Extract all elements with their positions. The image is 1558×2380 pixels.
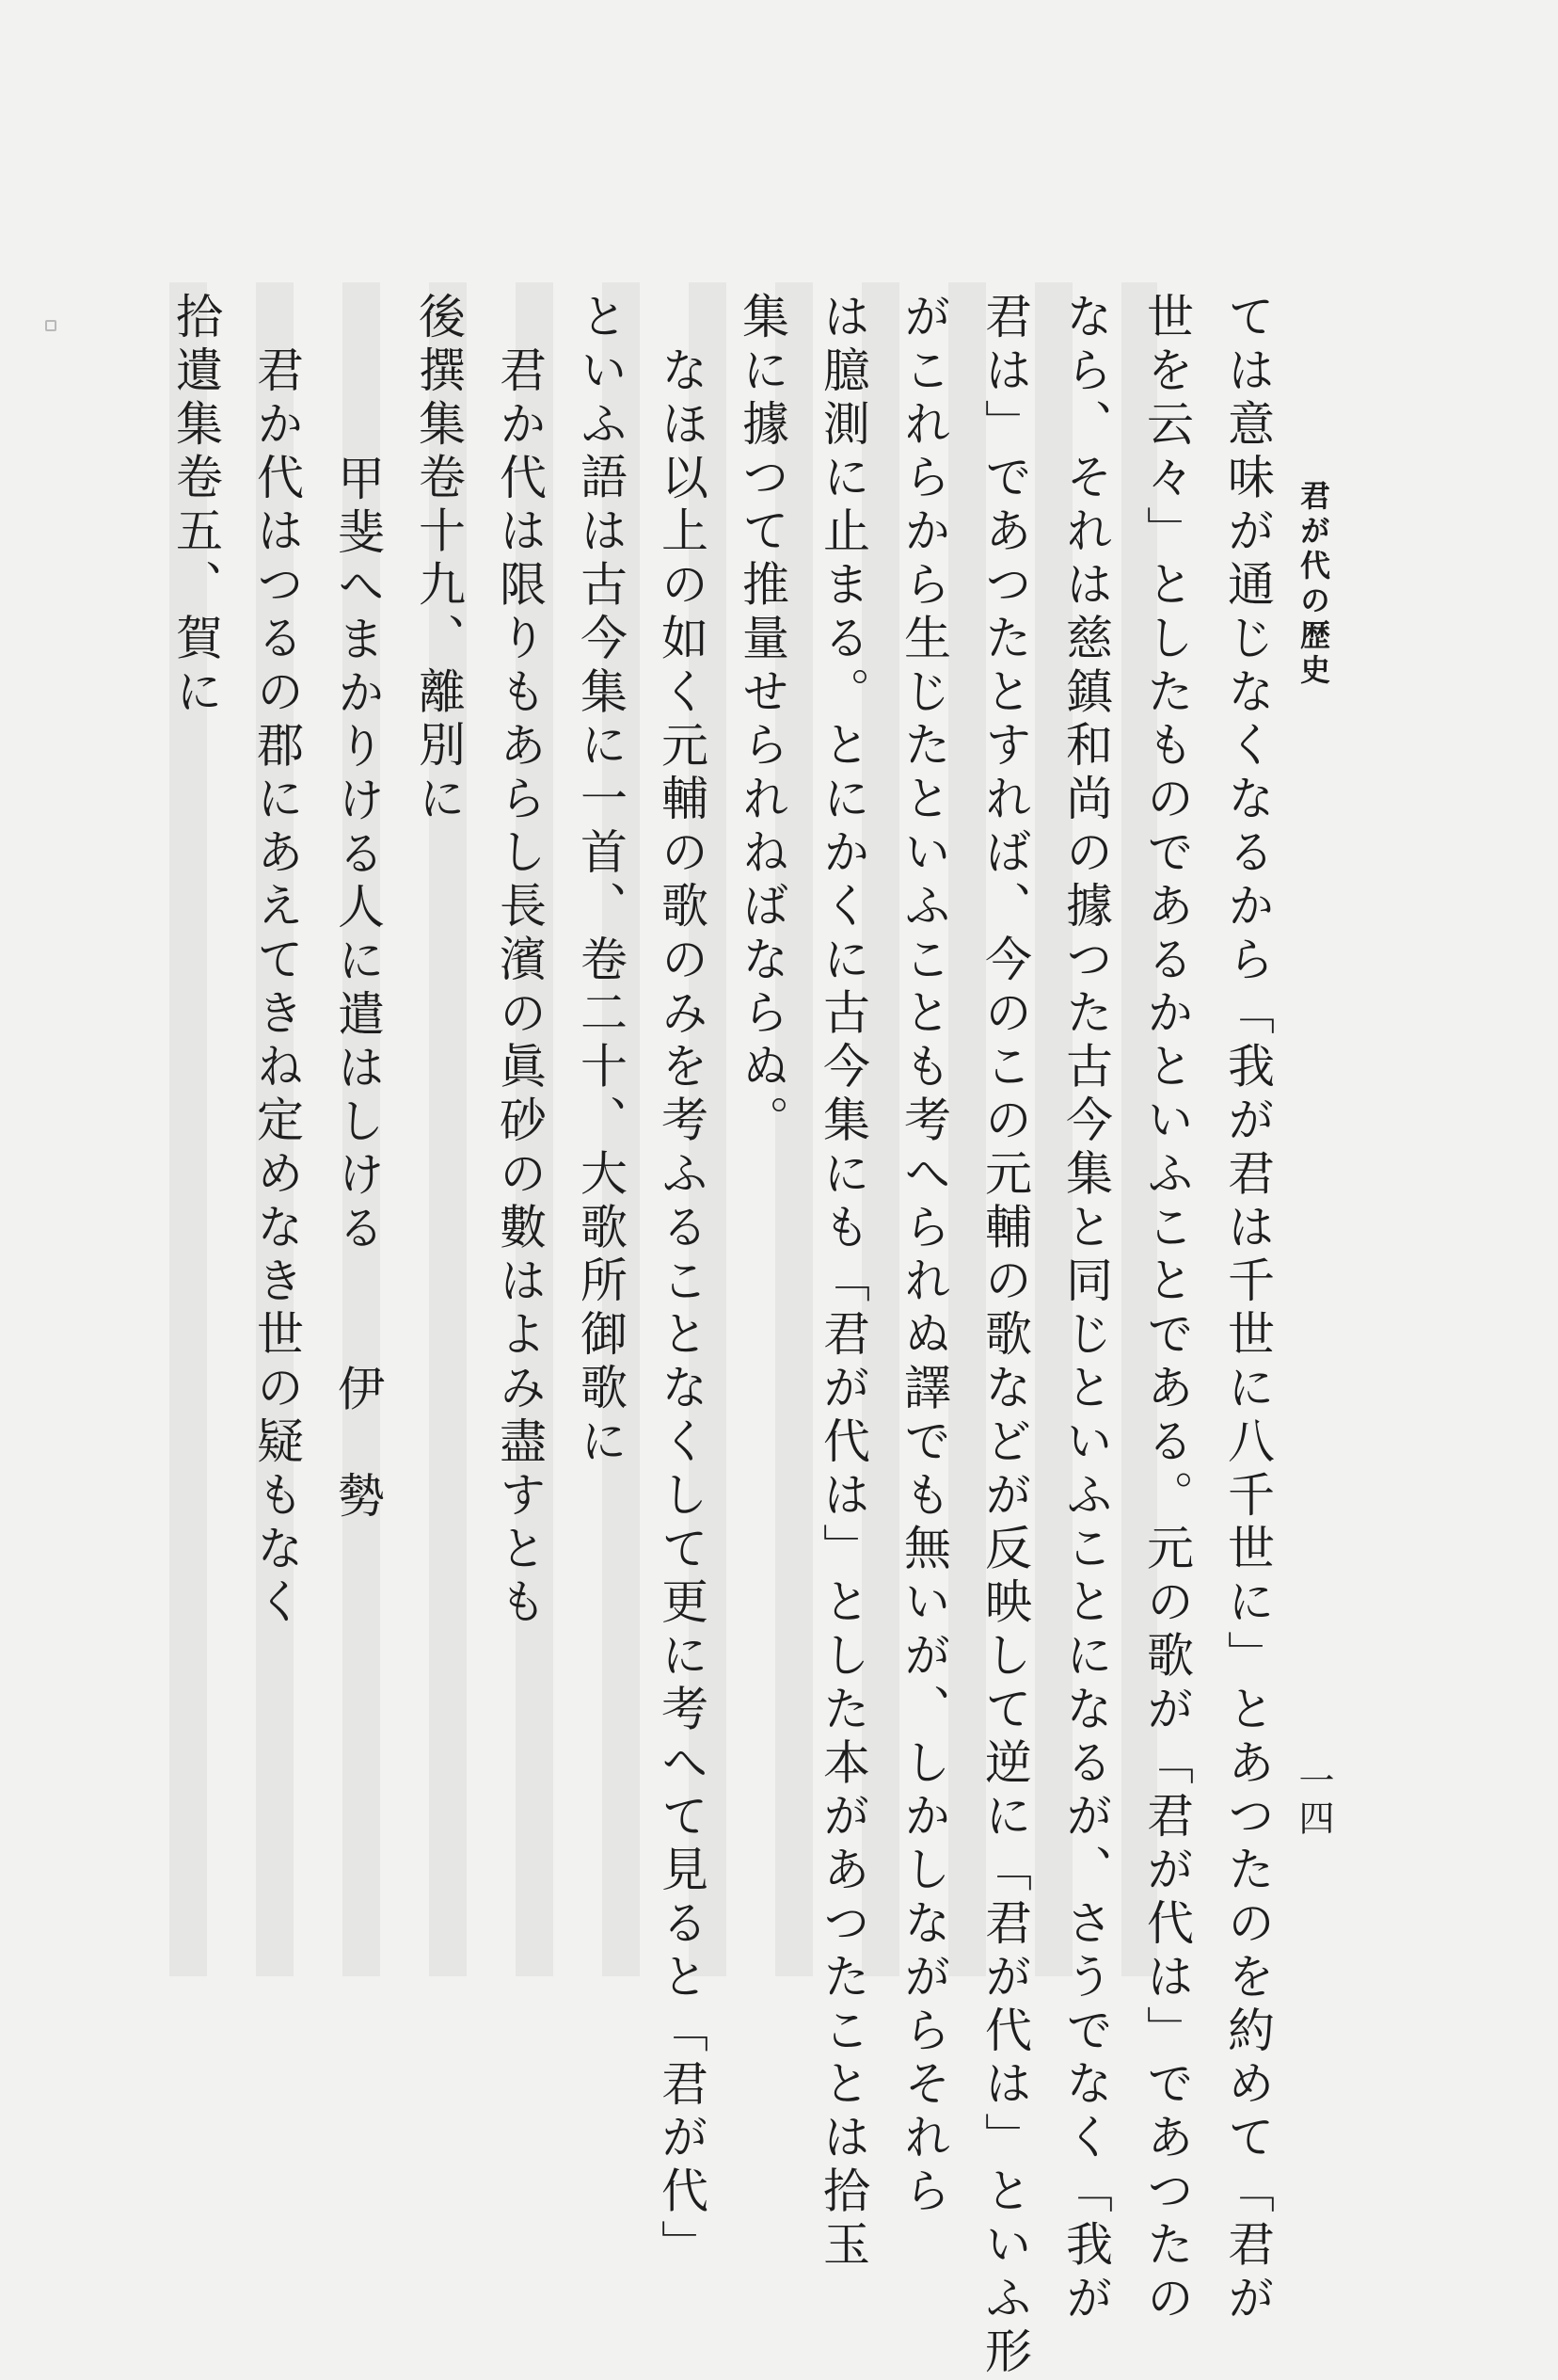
- text-line-12: 甲斐へまかりける人に遣はしける 伊 勢: [330, 454, 385, 1525]
- text-line-8: なほ以上の如く元輔の歌のみを考ふることなくして更に考へて見ると「君が代」: [654, 345, 708, 2274]
- text-line-1: ては意味が通じなくなるから「我が君は千世に八千世に」とあつたのを約めて「君が: [1220, 292, 1275, 2327]
- text-line-14: 拾遺集卷五、賀に: [168, 292, 223, 721]
- text-line-11: 後撰集卷十九、離別に: [411, 292, 466, 827]
- page-number: 一四: [1293, 1762, 1334, 1837]
- text-line-4: 君は」であつたとすれば、今のこの元輔の歌などが反映して逆に「君が代は」といふ形: [978, 292, 1032, 2380]
- text-line-13: 君か代はつるの郡にあえてきね定めなき世の疑もなく: [249, 345, 304, 1631]
- text-line-3: なら、それは慈鎮和尚の據つた古今集と同じといふことになるが、さうでなく「我が: [1058, 292, 1113, 2327]
- text-line-9: といふ語は古今集に一首、卷二十、大歌所御歌に: [573, 292, 628, 1470]
- text-line-5: がこれらから生じたといふことも考へられぬ譯でも無いが、しかしながらそれら: [897, 292, 951, 2220]
- paper-speck: [45, 320, 56, 331]
- running-header: 君が代の歴史: [1296, 480, 1331, 689]
- text-line-10: 君か代は限りもあらし長濱の眞砂の數はよみ盡すとも: [492, 345, 547, 1631]
- text-line-7: 集に據つて推量せられねばならぬ。: [735, 292, 789, 1149]
- text-line-2: 世を云々」としたものであるかといふことである。元の歌が「君が代は」であつたの: [1139, 292, 1194, 2327]
- text-line-6: は臆測に止まる。とにかくに古今集にも「君が代は」とした本があつたことは拾玉: [816, 292, 870, 2274]
